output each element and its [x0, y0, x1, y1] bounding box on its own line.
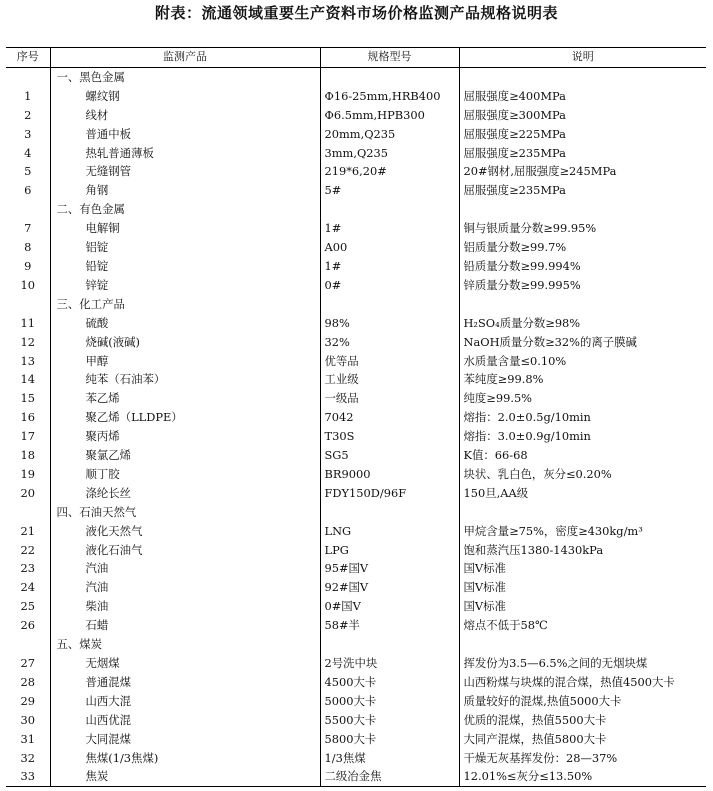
row-number: 5: [24, 164, 32, 179]
table-row: [6, 181, 706, 200]
row-number: 30: [20, 712, 35, 727]
row-number: 7: [24, 221, 32, 236]
row-spec: SG5: [320, 446, 459, 465]
row-number: 29: [20, 693, 35, 708]
row-desc: 熔指：3.0±0.9g/10min: [459, 427, 706, 446]
row-spec: 92#国Ⅴ: [320, 578, 459, 597]
row-desc: 铝质量分数≥99.7%: [459, 238, 706, 257]
row-product: 聚乙烯（LLDPE）: [50, 408, 320, 427]
row-product: 甲醇: [50, 352, 320, 371]
row-number: 13: [20, 353, 35, 368]
table-row: [6, 106, 706, 125]
row-desc: [459, 635, 706, 654]
row-product: 铅锭: [50, 257, 320, 276]
row-number: 6: [24, 183, 32, 198]
row-spec: 32%: [320, 333, 459, 352]
table-row: [6, 257, 706, 276]
row-spec: 7042: [320, 408, 459, 427]
row-number: 22: [20, 542, 35, 557]
row-desc: 铜与银质量分数≥99.95%: [459, 219, 706, 238]
row-product: 涤纶长丝: [50, 484, 320, 503]
row-spec: 4500大卡: [320, 673, 459, 692]
table-row: [6, 711, 706, 730]
row-desc: 屈服强度≥300MPa: [459, 106, 706, 125]
row-spec: 1/3焦煤: [320, 749, 459, 768]
row-number: [6, 295, 50, 314]
row-number: 8: [24, 240, 32, 255]
row-product: 柴油: [50, 597, 320, 616]
table-row: [6, 333, 706, 352]
row-product: 液化石油气: [50, 541, 320, 560]
row-desc: K值：66-68: [459, 446, 706, 465]
table-row: [6, 276, 706, 295]
table-row: [6, 427, 706, 446]
row-product: 线材: [50, 106, 320, 125]
row-spec: [320, 503, 459, 522]
row-product: 硫酸: [50, 314, 320, 333]
category-row: [6, 200, 706, 219]
row-desc: [459, 200, 706, 219]
row-spec: A00: [320, 238, 459, 257]
table-row: [6, 87, 706, 106]
row-desc: H₂SO₄质量分数≥98%: [459, 314, 706, 333]
row-product: 山西优混: [50, 711, 320, 730]
row-spec: [320, 200, 459, 219]
row-spec: 5#: [320, 181, 459, 200]
header-product: 监测产品: [50, 48, 320, 68]
row-product: 石蜡: [50, 616, 320, 635]
row-product: 汽油: [50, 578, 320, 597]
row-product: 液化天然气: [50, 522, 320, 541]
table-row: [6, 162, 706, 181]
row-product: 大同混煤: [50, 730, 320, 749]
table-row: [6, 465, 706, 484]
row-spec: 5500大卡: [320, 711, 459, 730]
header-desc: 说明: [459, 48, 706, 68]
row-number: 11: [20, 315, 35, 330]
row-product: 无缝钢管: [50, 162, 320, 181]
table-row: [6, 484, 706, 503]
row-number: 4: [24, 145, 32, 160]
category-label: 四、石油天然气: [50, 503, 320, 522]
row-product: 铝锭: [50, 238, 320, 257]
row-desc: 12.01%≤灰分≤13.50%: [459, 767, 706, 786]
category-label: 三、化工产品: [50, 295, 320, 314]
row-number: 28: [20, 674, 35, 689]
row-number: 26: [20, 618, 35, 633]
row-spec: 0#: [320, 276, 459, 295]
category-row: [6, 295, 706, 314]
row-number: 19: [20, 466, 35, 481]
row-desc: 屈服强度≥225MPa: [459, 125, 706, 144]
row-desc: 熔指：2.0±0.5g/10min: [459, 408, 706, 427]
row-desc: 饱和蒸汽压1380-1430kPa: [459, 541, 706, 560]
row-desc: 屈服强度≥235MPa: [459, 181, 706, 200]
row-desc: [459, 67, 706, 86]
row-spec: 5000大卡: [320, 692, 459, 711]
row-number: 9: [24, 258, 32, 273]
table-row: [6, 144, 706, 163]
table-row: [6, 767, 706, 786]
spec-table: [6, 47, 706, 787]
row-product: 烧碱(液碱): [50, 333, 320, 352]
row-spec: LPG: [320, 541, 459, 560]
row-product: 螺纹钢: [50, 87, 320, 106]
row-spec: 1#: [320, 219, 459, 238]
table-row: [6, 578, 706, 597]
row-product: 锌锭: [50, 276, 320, 295]
row-spec: 二级冶金焦: [320, 767, 459, 786]
row-number: 2: [24, 107, 32, 122]
row-desc: 国Ⅴ标准: [459, 597, 706, 616]
row-number: 12: [20, 334, 35, 349]
row-desc: [459, 503, 706, 522]
row-number: [6, 200, 50, 219]
page-title: 附表：流通领域重要生产资料市场价格监测产品规格说明表: [154, 4, 558, 22]
category-label: 五、煤炭: [50, 635, 320, 654]
row-spec: 3mm,Q235: [320, 144, 459, 163]
row-number: [6, 67, 50, 86]
row-number: 10: [20, 277, 35, 292]
row-spec: 20mm,Q235: [320, 125, 459, 144]
row-desc: NaOH质量分数≥32%的离子膜碱: [459, 333, 706, 352]
row-number: 32: [20, 750, 35, 765]
row-desc: 屈服强度≥235MPa: [459, 144, 706, 163]
row-product: 角钢: [50, 181, 320, 200]
row-product: 热轧普通薄板: [50, 144, 320, 163]
row-number: 25: [20, 599, 35, 614]
table-row: [6, 238, 706, 257]
table-row: [6, 616, 706, 635]
row-desc: 苯纯度≥99.8%: [459, 370, 706, 389]
row-spec: 工业级: [320, 370, 459, 389]
row-product: 聚氯乙烯: [50, 446, 320, 465]
row-number: 33: [6, 767, 50, 786]
row-spec: 0#国Ⅴ: [320, 597, 459, 616]
table-header-row: [6, 48, 706, 68]
row-number: 17: [20, 429, 35, 444]
row-number: 27: [20, 656, 35, 670]
table-row: [6, 522, 706, 541]
row-number: 31: [20, 731, 35, 746]
category-row: [6, 635, 706, 654]
row-spec: T30S: [320, 427, 459, 446]
row-spec: 2号洗中块: [320, 654, 459, 673]
row-number: 3: [24, 126, 32, 141]
row-desc: 块状、乳白色，灰分≤0.20%: [459, 465, 706, 484]
row-product: 顺丁胶: [50, 465, 320, 484]
row-spec: [320, 635, 459, 654]
category-row: [6, 67, 706, 86]
row-product: 山西大混: [50, 692, 320, 711]
table-row: [6, 654, 706, 673]
row-desc: 山西粉煤与块煤的混合煤，热值4500大卡: [459, 673, 706, 692]
row-product: 无烟煤: [50, 654, 320, 673]
table-row: [6, 692, 706, 711]
row-desc: 屈服强度≥400MPa: [459, 87, 706, 106]
table-row: [6, 446, 706, 465]
category-label: 二、有色金属: [50, 200, 320, 219]
row-product: 聚丙烯: [50, 427, 320, 446]
table-row: [6, 673, 706, 692]
row-spec: BR9000: [320, 465, 459, 484]
row-desc: 水质量含量≤0.10%: [459, 352, 706, 371]
row-desc: 纯度≥99.5%: [459, 389, 706, 408]
table-row: [6, 749, 706, 768]
row-product: 汽油: [50, 559, 320, 578]
row-desc: 国Ⅴ标准: [459, 559, 706, 578]
category-row: [6, 503, 706, 522]
row-spec: LNG: [320, 522, 459, 541]
table-row: [6, 352, 706, 371]
table-row: [6, 219, 706, 238]
row-desc: 优质的混煤，热值5500大卡: [459, 711, 706, 730]
row-number: 20: [20, 485, 35, 500]
row-product: 焦炭: [50, 767, 320, 786]
table-row: [6, 389, 706, 408]
row-number: 1: [24, 88, 32, 103]
category-label: 一、黑色金属: [50, 67, 320, 86]
row-desc: 20#钢材,屈服强度≥245MPa: [459, 162, 706, 181]
row-product: 纯苯（石油苯）: [50, 370, 320, 389]
row-desc: 质量较好的混煤,热值5000大卡: [459, 692, 706, 711]
row-product: 焦煤(1/3焦煤): [50, 749, 320, 768]
row-desc: 锌质量分数≥99.995%: [459, 276, 706, 295]
row-number: [6, 635, 50, 654]
table-row: [6, 408, 706, 427]
row-number: 23: [20, 561, 35, 576]
row-number: 18: [20, 448, 35, 463]
row-product: 苯乙烯: [50, 389, 320, 408]
table-row: [6, 559, 706, 578]
row-desc: 干燥无灰基挥发份：28—37%: [459, 749, 706, 768]
row-product: 电解铜: [50, 219, 320, 238]
row-number: 14: [20, 372, 35, 387]
row-spec: Φ16-25mm,HRB400: [320, 87, 459, 106]
row-desc: 铅质量分数≥99.994%: [459, 257, 706, 276]
table-row: [6, 314, 706, 333]
row-desc: 国Ⅴ标准: [459, 578, 706, 597]
row-desc: 熔点不低于58℃: [459, 616, 706, 635]
row-spec: [320, 295, 459, 314]
row-desc: [459, 295, 706, 314]
row-desc: 150旦,AA级: [459, 484, 706, 503]
row-spec: 一级品: [320, 389, 459, 408]
row-number: 24: [20, 580, 35, 595]
row-number: 21: [20, 523, 35, 538]
row-spec: 98%: [320, 314, 459, 333]
row-desc: 甲烷含量≥75%，密度≥430kg/m³: [459, 522, 706, 541]
row-spec: 5800大卡: [320, 730, 459, 749]
table-row: [6, 541, 706, 560]
table-row: [6, 370, 706, 389]
row-spec: FDY150D/96F: [320, 484, 459, 503]
row-spec: [320, 67, 459, 86]
row-spec: 58#半: [320, 616, 459, 635]
row-desc: 挥发份为3.5—6.5%之间的无烟块煤: [459, 654, 706, 673]
header-no: 序号: [6, 48, 50, 68]
table-row: [6, 125, 706, 144]
row-spec: 95#国Ⅴ: [320, 559, 459, 578]
row-number: 15: [20, 391, 35, 406]
row-spec: 219*6,20#: [320, 162, 459, 181]
row-spec: Φ6.5mm,HPB300: [320, 106, 459, 125]
table-row: [6, 730, 706, 749]
header-spec: 规格型号: [320, 48, 459, 68]
row-desc: 大同产混煤，热值5800大卡: [459, 730, 706, 749]
row-number: 16: [20, 410, 35, 425]
table-row: [6, 597, 706, 616]
row-number: [6, 503, 50, 522]
row-product: 普通中板: [50, 125, 320, 144]
row-spec: 1#: [320, 257, 459, 276]
row-spec: 优等品: [320, 352, 459, 371]
row-product: 普通混煤: [50, 673, 320, 692]
